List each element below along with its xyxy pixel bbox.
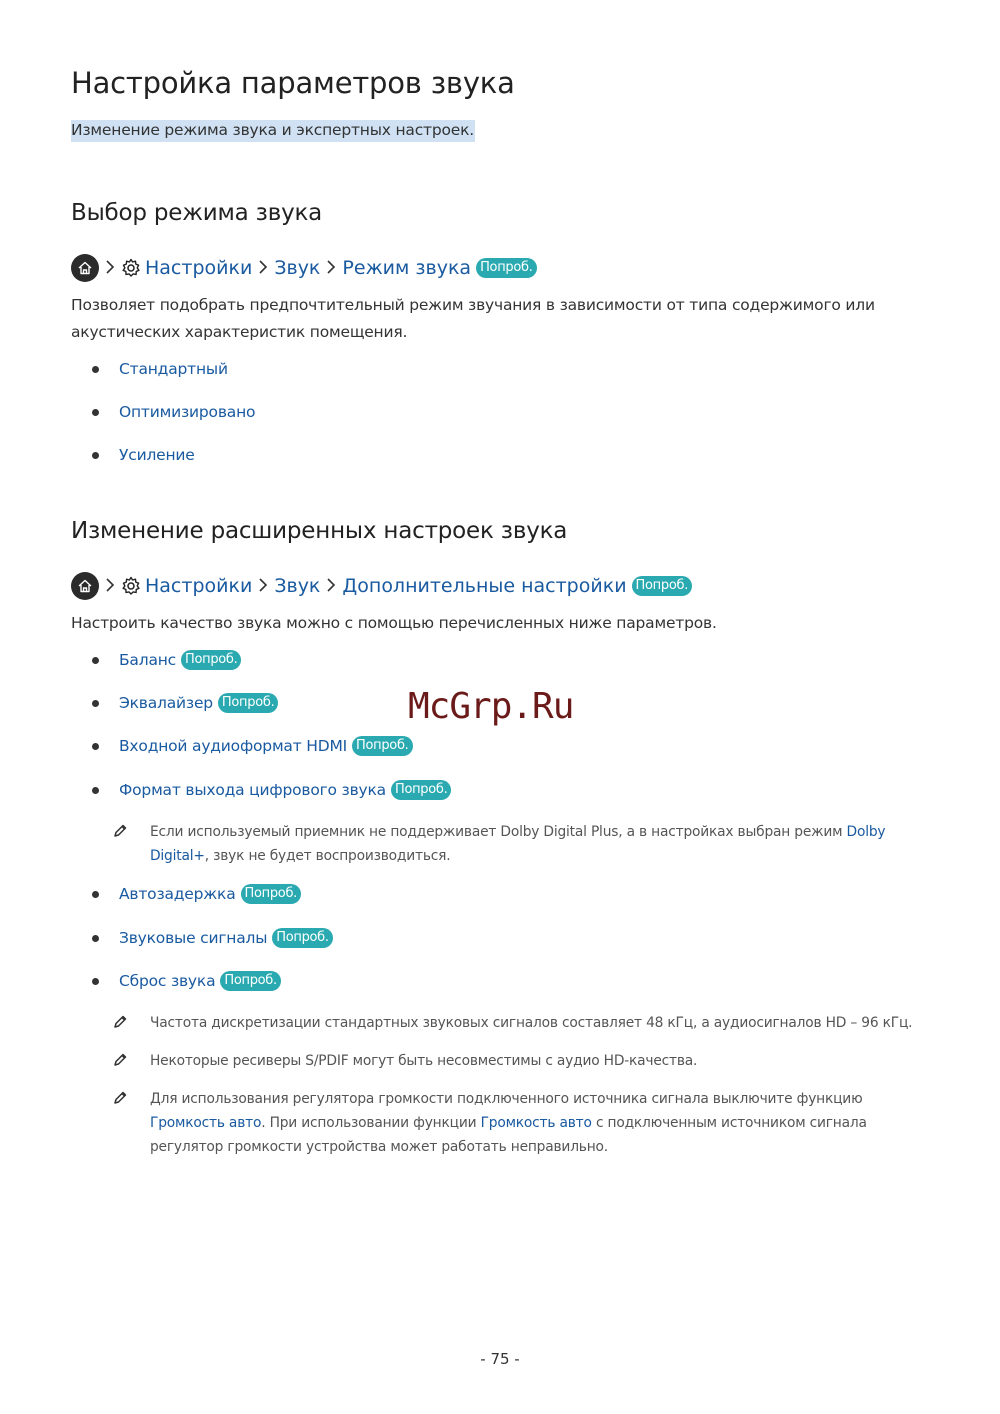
pencil-icon	[112, 1011, 150, 1038]
try-now-badge[interactable]: Попроб.	[220, 971, 280, 991]
chevron-right-icon	[252, 257, 274, 279]
try-now-badge[interactable]: Попроб.	[272, 928, 332, 948]
list-item	[92, 926, 333, 950]
breadcrumb-advanced-sound	[71, 571, 692, 601]
pencil-icon	[112, 820, 150, 868]
gear-icon	[121, 258, 141, 278]
menu-option[interactable]: Эквалайзер	[119, 694, 213, 712]
bullet-icon	[92, 935, 99, 942]
chevron-right-icon	[99, 257, 121, 279]
bullet-icon	[92, 366, 99, 373]
watermark: McGrp.Ru	[408, 686, 574, 727]
menu-option[interactable]: Входной аудиоформат HDMI	[119, 737, 348, 755]
page-title: Настройка параметров звука	[71, 66, 515, 100]
bullet-icon	[92, 787, 99, 794]
try-now-badge[interactable]: Попроб.	[632, 576, 692, 596]
home-icon[interactable]	[71, 572, 99, 600]
section-description: Позволяет подобрать предпочтительный режим звучания в зависимости от типа содержимого или акустических характеристик помещения.	[71, 296, 875, 341]
breadcrumb-sound-mode-item[interactable]: Режим звука	[342, 257, 472, 279]
pencil-icon	[112, 1049, 150, 1076]
breadcrumb-sound[interactable]: Звук	[274, 575, 321, 597]
menu-option[interactable]: Стандартный	[119, 360, 228, 378]
note-auto-volume	[112, 1087, 922, 1159]
gear-icon	[121, 576, 141, 596]
list-item	[92, 400, 255, 424]
home-icon[interactable]	[71, 254, 99, 282]
list-item	[92, 691, 278, 715]
try-now-badge[interactable]: Попроб.	[352, 736, 412, 756]
page-number: - 75 -	[480, 1350, 520, 1368]
note-text: Некоторые ресиверы S/PDIF могут быть несовместимы с аудио HD-качества.	[150, 1053, 698, 1069]
pencil-icon	[112, 1087, 150, 1159]
bullet-icon	[92, 409, 99, 416]
menu-option[interactable]: Формат выхода цифрового звука	[119, 781, 386, 799]
section-heading-sound-mode: Выбор режима звука	[71, 200, 323, 226]
bullet-icon	[92, 657, 99, 664]
bullet-icon	[92, 700, 99, 707]
list-item	[92, 734, 413, 758]
list-item	[92, 443, 195, 467]
chevron-right-icon	[252, 575, 274, 597]
list-item	[92, 882, 301, 906]
bullet-icon	[92, 891, 99, 898]
note-dolby	[112, 820, 922, 868]
bullet-icon	[92, 452, 99, 459]
menu-option[interactable]: Автозадержка	[119, 885, 236, 903]
breadcrumb-sound-mode	[71, 253, 537, 283]
section-heading-advanced-sound: Изменение расширенных настроек звука	[71, 518, 568, 544]
chevron-right-icon	[99, 575, 121, 597]
menu-option[interactable]: Усиление	[119, 446, 195, 464]
menu-option[interactable]: Сброс звука	[119, 972, 216, 990]
note-text: Если используемый приемник не поддерживает Dolby Digital Plus, а в настройках выбран режим Dolby Digital+, звук не будет воспроизводиться.	[150, 824, 886, 864]
note-text: Частота дискретизации стандартных звуковых сигналов составляет 48 кГц, а аудиосигналов HD – 96 кГц.	[150, 1015, 913, 1031]
try-now-badge[interactable]: Попроб.	[391, 780, 451, 800]
try-now-badge[interactable]: Попроб.	[476, 258, 536, 278]
bullet-icon	[92, 743, 99, 750]
try-now-badge[interactable]: Попроб.	[218, 693, 278, 713]
list-item	[92, 357, 228, 381]
page-subtitle: Изменение режима звука и экспертных настроек.	[71, 120, 475, 142]
note-sample-rate	[112, 1011, 922, 1038]
section-description: Настроить качество звука можно с помощью перечисленных ниже параметров.	[71, 614, 717, 632]
chevron-right-icon	[320, 575, 342, 597]
list-item	[92, 969, 281, 993]
menu-option[interactable]: Баланс	[119, 651, 176, 669]
note-text: Для использования регулятора громкости подключенного источника сигнала выключите функцию Громкость авто. При использовании функции Громкость авто с подключенным источником сигнала регулятор громкости устройства может работать неправильно.	[150, 1091, 867, 1155]
breadcrumb-settings[interactable]: Настройки	[145, 575, 253, 597]
try-now-badge[interactable]: Попроб.	[241, 884, 301, 904]
menu-option[interactable]: Оптимизировано	[119, 403, 256, 421]
breadcrumb-settings[interactable]: Настройки	[145, 257, 253, 279]
list-item	[92, 648, 241, 672]
list-item	[92, 778, 451, 802]
try-now-badge[interactable]: Попроб.	[181, 650, 241, 670]
note-spdif	[112, 1049, 922, 1076]
menu-option[interactable]: Звуковые сигналы	[119, 929, 268, 947]
breadcrumb-advanced-settings[interactable]: Дополнительные настройки	[342, 575, 627, 597]
breadcrumb-sound[interactable]: Звук	[274, 257, 321, 279]
bullet-icon	[92, 978, 99, 985]
chevron-right-icon	[320, 257, 342, 279]
